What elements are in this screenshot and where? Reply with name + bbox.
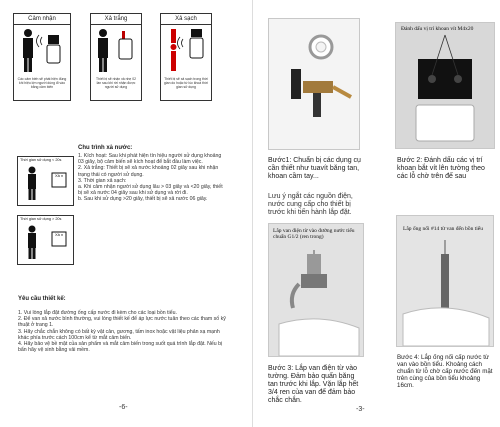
sensing-text: Các cảm biến sẽ phát hiện đúng khi hiệu lớn người dùng đi vào bằng cảm biến: [17, 77, 67, 89]
usage-short-panel: [17, 156, 74, 206]
tools-image: [269, 19, 359, 149]
full-flush-text: Thiết bị sẽ xả sạch trong thời gian do hoặc từ lúc khoá thời gian sử dụng: [164, 77, 208, 89]
page-number-left: -6-: [119, 404, 128, 411]
step3-caption: Bước 3: Lắp van điện từ vào tường. Đảm bảo quấn băng tan trước khi lắp. Vặn lắp hết 3/4 ren của van để đảm bảo chắc chắn.: [268, 365, 359, 404]
design-heading: Yêu cầu thiết kế:: [18, 296, 66, 302]
usage-short-badge: Xả n: [55, 173, 64, 178]
flush-item-3a: a. Khi cảm nhận người sử dụng lâu > 03 giây và <20 giây, thiết bị sẽ xả nước 04 giây sau khi sử dụng và rời đi.: [78, 184, 223, 197]
page-divider: [252, 0, 253, 427]
wall-mount-image: [396, 23, 494, 148]
step3-label: Lắp van điện từ vào đường nước tiểu chuẩn G1/2 (ren trong): [273, 228, 355, 240]
full-flush-title: Xả sạch: [175, 16, 197, 22]
step1-caption: Bước1: Chuẩn bị các dụng cụ cần thiết như tuavít băng tan, khoan cầm tay...: [268, 157, 361, 180]
step2-photo: [395, 22, 495, 149]
full-flush-panel: [160, 13, 212, 101]
sensing-title: Cảm nhận: [28, 16, 56, 22]
person-urinal-icon: [91, 25, 141, 77]
design-item-4: 4. Hãy bảo vệ bề mặt của sản phẩm và mắt cảm biến trong suốt quá trình lắp đặt. Nếu bị bẩn hãy vệ sinh bằng vải mềm.: [18, 341, 223, 354]
step4-caption: Bước 4: Lắp ống nối cấp nước từ van vào bồn tiểu. Khoảng cách chuẩn từ lỗ chờ cấp nước đến mặt trên cùng của bồn tiểu khoảng 16cm.: [397, 354, 493, 389]
step2-label: Đánh dấu vị trí khoan vít M4x20: [401, 26, 474, 32]
step3-photo: [268, 223, 364, 357]
urinal-flush-icon: [161, 25, 211, 77]
pre-flush-text: Thiết bị sẽ nhận xả nhẹ 02 lần sau khi rời nhận được người sử dụng: [96, 77, 136, 89]
person-short-icon: [18, 163, 73, 203]
usage-long-label: Thời gian sử dụng > 20s: [20, 217, 62, 221]
flush-item-1: 1. Kích hoạt: Sau khi phát hiện tín hiệu người sử dụng khoảng 03 giây, bộ cảm biến sẽ kích hoạt để bắt đầu làm việc.: [78, 153, 222, 166]
valve-install-image: [269, 224, 363, 356]
pre-flush-title: Xả trắng: [104, 16, 128, 22]
usage-long-panel: [17, 215, 74, 265]
pipe-connect-image: [397, 216, 493, 346]
safety-note: Lưu ý ngắt các nguồn điện, nước cung cấp cho thiết bị trước khi tiến hành lắp đặt.: [268, 193, 353, 216]
page-number-right: -3-: [356, 406, 365, 413]
step1-photo: [268, 18, 360, 150]
design-section: [18, 296, 228, 353]
design-item-2: 2. Để van xả nước bình thường, vui lòng thiết kế để áp lực nước tuân theo các tham số kỹ thuật ở trang 1.: [18, 316, 226, 329]
step4-photo: [396, 215, 494, 347]
step4-label: Lắp ống nối #14 từ van đến bồn tiểu: [403, 226, 483, 232]
flush-item-2: 2. Xả trắng: Thiết bị sẽ xả nước khoảng 02 giây sau khi nhận trạng thái có người sử dụng.: [78, 165, 219, 178]
flush-program-section: [78, 145, 226, 203]
person-sensor-icon: [14, 25, 70, 77]
usage-long-badge: Xả n: [55, 232, 64, 237]
flush-item-3b: b. Sau khi sử dụng >20 giây, thiết bị sẽ xả nước 06 giây.: [78, 196, 208, 203]
flush-item-3: 3. Thời gian xả sạch:: [78, 177, 127, 184]
design-item-1: 1. Vui lòng lắp đặt đường ống cấp nước đi kèm cho các loại bồn tiểu.: [18, 310, 177, 316]
usage-short-label: Thời gian sử dụng < 20s: [20, 158, 62, 162]
person-long-icon: [18, 222, 73, 262]
flush-program-heading: Chu trình xả nước:: [78, 145, 133, 151]
pre-flush-panel: [90, 13, 142, 101]
step2-caption: Bước 2: Đánh dấu các vị trí khoan bắt vít lên tường theo các lỗ chờ trên đế sau: [397, 157, 485, 180]
sensing-panel: [13, 13, 71, 101]
design-item-3: 3. Hãy chắc chắn không có bất kỳ vật cản, gương, tấm inox hoặc vật liệu phản xạ mạnh khác phía trước cách 100cm kể từ mắt cảm biến.: [18, 328, 220, 341]
